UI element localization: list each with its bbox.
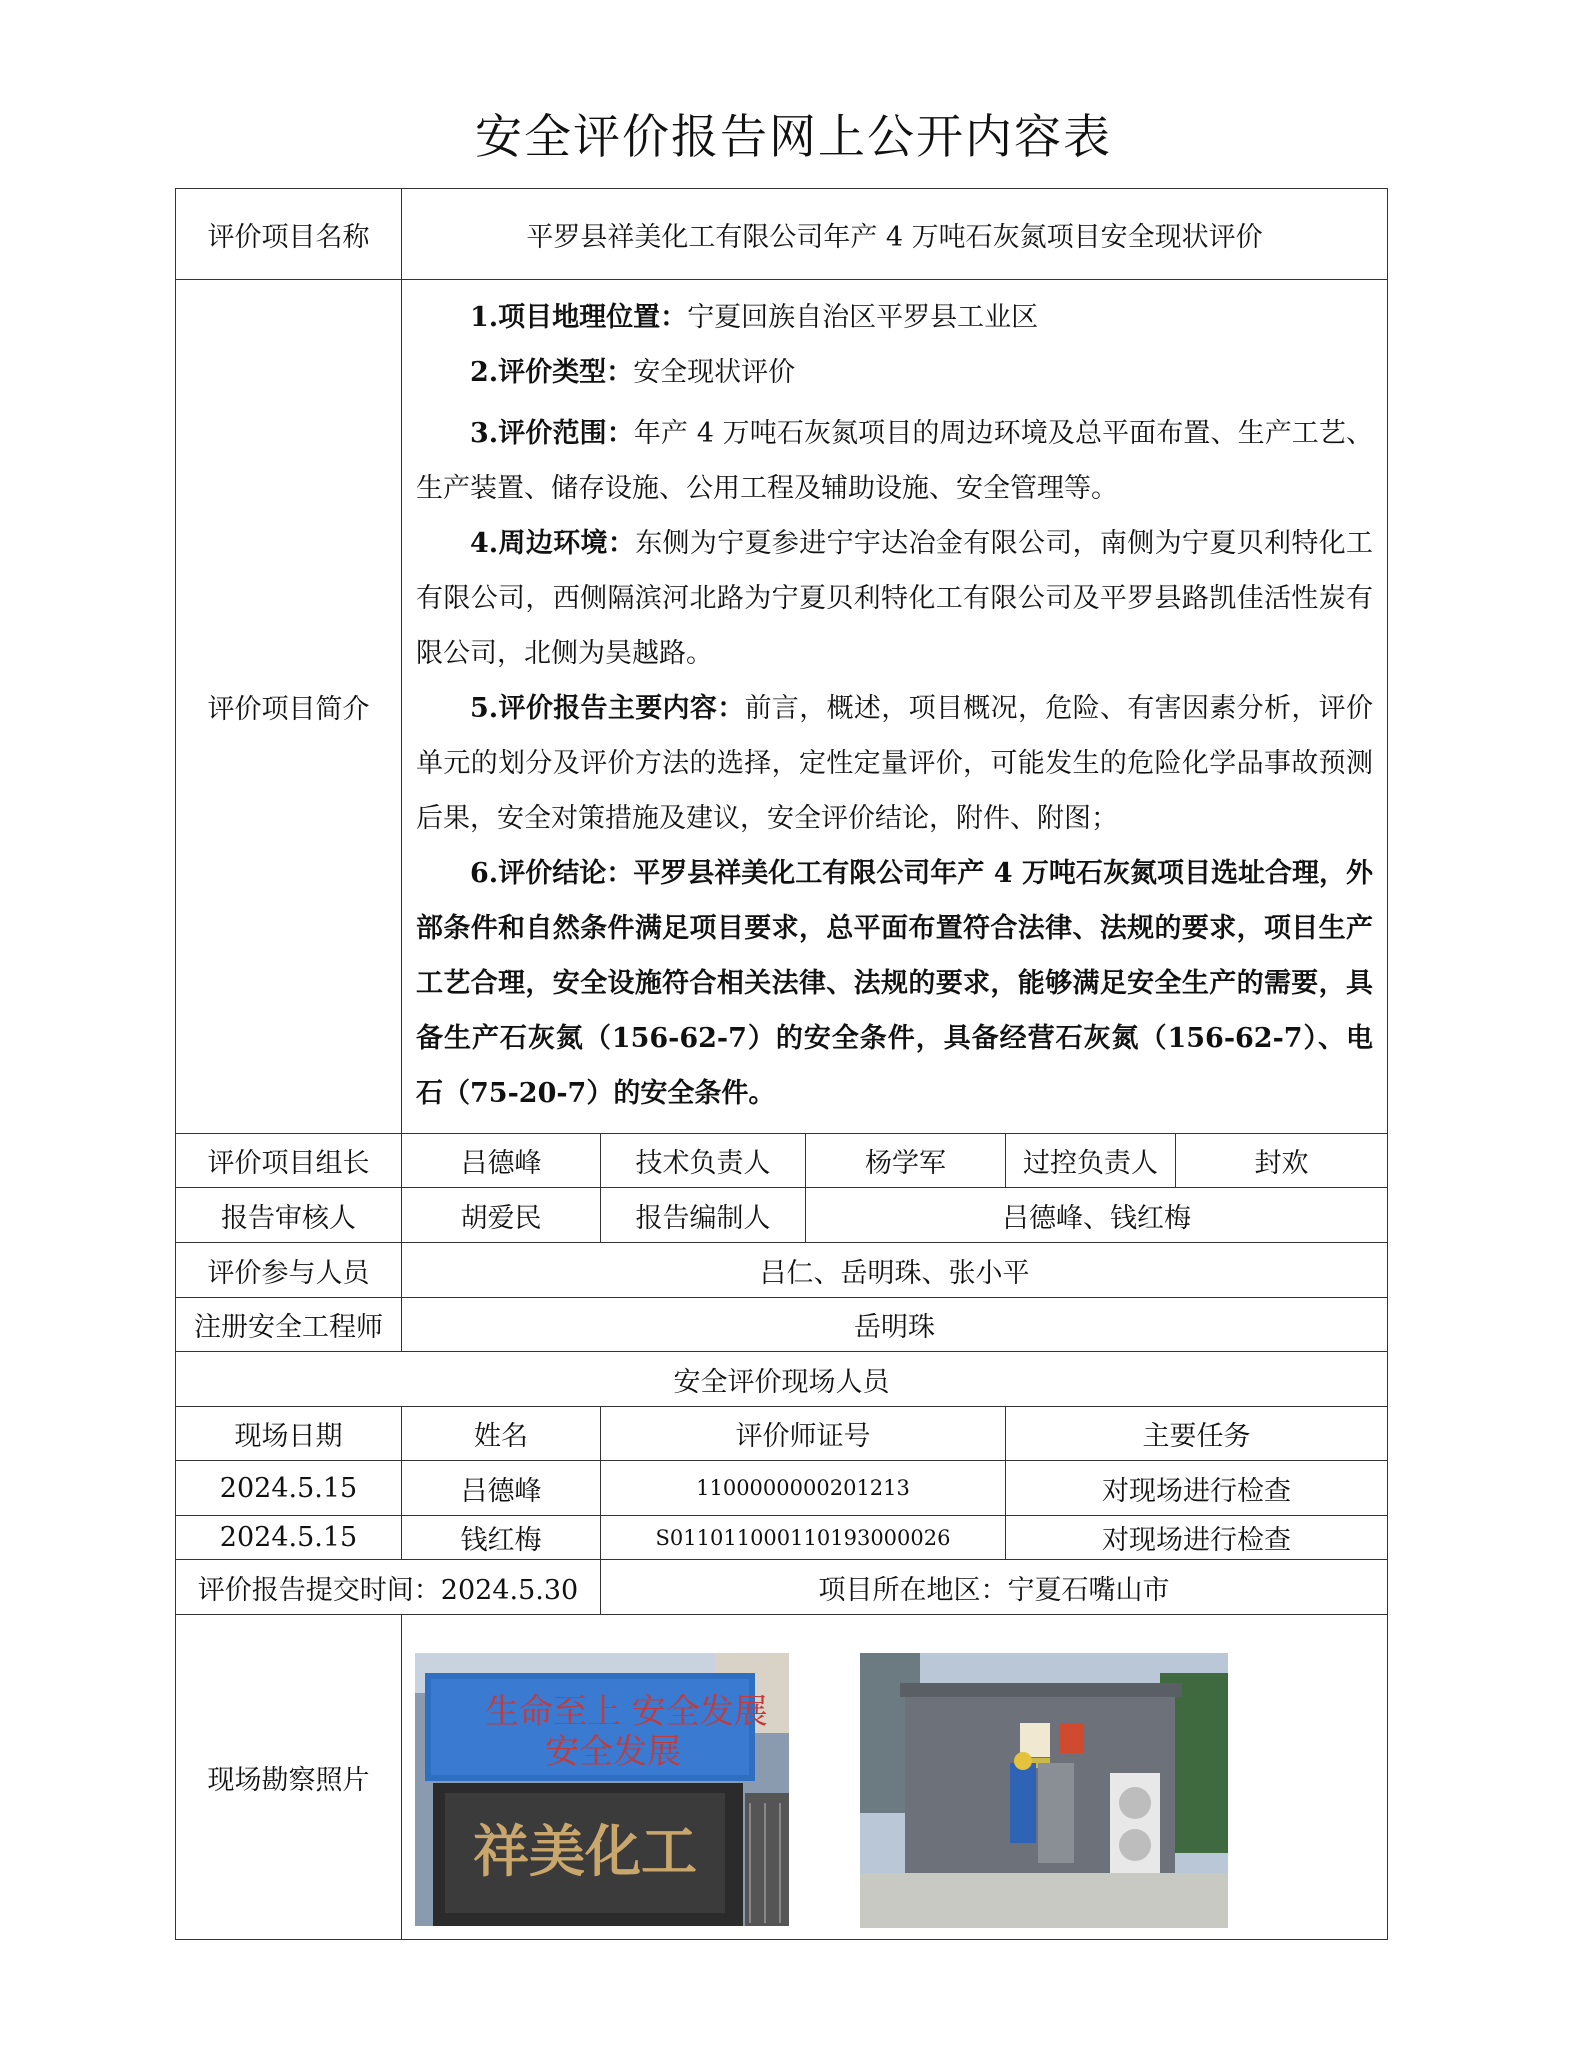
intro-type: 2.评价类型：安全现状评价 <box>470 357 796 388</box>
page-title: 安全评价报告网上公开内容表 <box>475 110 1112 165</box>
svg-text:祥美化工: 祥美化工 <box>473 1819 697 1885</box>
tech-label: 技术负责人 <box>601 1134 806 1188</box>
reviewer-value: 胡爱民 <box>402 1188 601 1243</box>
site-name: 吕德峰 <box>402 1461 601 1516</box>
site-col-task: 主要任务 <box>1006 1407 1388 1461</box>
editor-value: 吕德峰、钱红梅 <box>806 1188 1388 1243</box>
process-value: 封欢 <box>1176 1134 1388 1188</box>
intro-row <box>176 280 1388 1134</box>
project-name-label: 评价项目名称 <box>176 189 402 280</box>
tech-value: 杨学军 <box>806 1134 1006 1188</box>
table-row <box>176 1516 1388 1560</box>
site-photo-building <box>860 1653 1228 1928</box>
site-col-name: 姓名 <box>402 1407 601 1461</box>
photos-cell <box>402 1615 1388 1940</box>
site-name: 钱红梅 <box>402 1516 601 1560</box>
team-row <box>176 1134 1388 1188</box>
site-columns-row <box>176 1407 1388 1461</box>
intro-content <box>402 280 1388 1134</box>
intro-location: 1.项目地理位置：宁夏回族自治区平罗县工业区 <box>470 302 1039 333</box>
svg-text:生命至上 安全发展: 生命至上 安全发展 <box>485 1692 768 1732</box>
site-staff-header-row <box>176 1352 1388 1407</box>
svg-text:安全发展: 安全发展 <box>545 1732 681 1772</box>
submit-row <box>176 1560 1388 1615</box>
leader-label: 评价项目组长 <box>176 1134 402 1188</box>
intro-label: 评价项目简介 <box>176 280 402 1134</box>
site-task: 对现场进行检查 <box>1006 1461 1388 1516</box>
process-label: 过控负责人 <box>1006 1134 1176 1188</box>
review-row <box>176 1188 1388 1243</box>
leader-value: 吕德峰 <box>402 1134 601 1188</box>
site-cert: S011011000110193000026 <box>601 1516 1006 1560</box>
site-task: 对现场进行检查 <box>1006 1516 1388 1560</box>
engineer-row <box>176 1298 1388 1352</box>
site-col-date: 现场日期 <box>176 1407 402 1461</box>
site-cert: 1100000000201213 <box>601 1461 1006 1516</box>
site-col-cert: 评价师证号 <box>601 1407 1006 1461</box>
intro-environment: 4.周边环境：东侧为宁夏参进宁宇达冶金有限公司，南侧为宁夏贝利特化工有限公司，西侧隔滨河北路为宁夏贝利特化工有限公司及平罗县路凯佳活性炭有限公司，北侧为昊越路。 <box>416 528 1374 669</box>
intro-scope: 3.评价范围：年产 4 万吨石灰氮项目的周边环境及总平面布置、生产工艺、生产装置、储存设施、公用工程及辅助设施、安全管理等。 <box>416 418 1374 504</box>
reviewer-label: 报告审核人 <box>176 1188 402 1243</box>
engineer-label: 注册安全工程师 <box>176 1298 402 1352</box>
participants-label: 评价参与人员 <box>176 1243 402 1298</box>
photos-label: 现场勘察照片 <box>176 1615 402 1940</box>
project-name-value: 平罗县祥美化工有限公司年产 4 万吨石灰氮项目安全现状评价 <box>402 189 1388 280</box>
intro-conclusion: 6.评价结论：平罗县祥美化工有限公司年产 4 万吨石灰氮项目选址合理，外部条件和自然条件满足项目要求，总平面布置符合法律、法规的要求，项目生产工艺合理，安全设施符合相关法律、法规的要求，能够满足安全生产的需要，具备生产石灰氮（156-62-7）的安全条件，具备经营石灰氮（156-62-7）、电石（75-20-7）的安全条件。 <box>416 858 1373 1109</box>
site-staff-header: 安全评价现场人员 <box>176 1352 1388 1407</box>
intro-main-content: 5.评价报告主要内容：前言，概述，项目概况，危险、有害因素分析，评价单元的划分及评价方法的选择，定性定量评价，可能发生的危险化学品事故预测后果，安全对策措施及建议，安全评价结论，附件、附图； <box>416 693 1374 834</box>
project-name-row <box>176 189 1388 280</box>
site-photo-gate <box>415 1653 789 1926</box>
site-date: 2024.5.15 <box>176 1461 402 1516</box>
editor-label: 报告编制人 <box>601 1188 806 1243</box>
disclosure-table <box>175 188 1388 1940</box>
submit-time: 评价报告提交时间：2024.5.30 <box>176 1560 601 1615</box>
participants-value: 吕仁、岳明珠、张小平 <box>402 1243 1388 1298</box>
participants-row <box>176 1243 1388 1298</box>
engineer-value: 岳明珠 <box>402 1298 1388 1352</box>
project-region: 项目所在地区：宁夏石嘴山市 <box>601 1560 1388 1615</box>
table-row <box>176 1461 1388 1516</box>
photos-row <box>176 1615 1388 1940</box>
site-date: 2024.5.15 <box>176 1516 402 1560</box>
